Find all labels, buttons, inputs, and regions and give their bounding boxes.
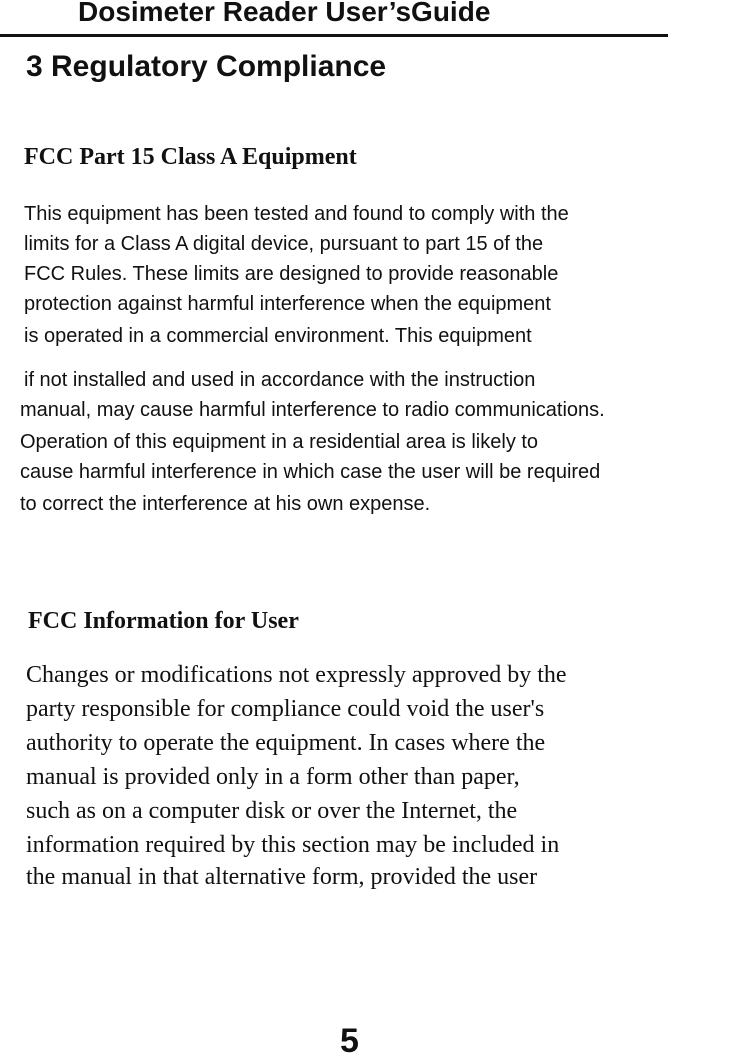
fcc-class-a-line: protection against harmful interference when the equipment [24,293,551,315]
fcc-class-a-line: is operated in a commercial environment. This equipment [24,325,532,347]
fcc-user-info-line: authority to operate the equipment. In cases where the [26,730,546,756]
fcc-class-a-line: manual, may cause harmful interference to radio communications. [20,399,605,421]
fcc-user-info-line: such as on a computer disk or over the Internet, the [26,798,518,824]
fcc-user-info-line: manual is provided only in a form other than paper, [26,764,520,790]
fcc-user-info-line: the manual in that alternative form, provided the user [26,864,538,890]
fcc-user-info-line: information required by this section may be included in [26,832,560,858]
fcc-class-a-line: to correct the interference at his own expense. [20,493,431,515]
section-title: 3 Regulatory Compliance [26,50,387,83]
fcc-user-info-heading: FCC Information for User [28,608,299,634]
fcc-class-a-line: Operation of this equipment in a residential area is likely to [20,431,539,453]
fcc-user-info-line: party responsible for compliance could void the user's [26,696,545,722]
page-number: 5 [340,1022,359,1060]
fcc-class-a-line: limits for a Class A digital device, pursuant to part 15 of the [24,233,544,255]
page-header [0,0,668,37]
document-title: Dosimeter Reader User’sGuide [78,0,491,27]
fcc-class-a-line: This equipment has been tested and found to comply with the [24,203,569,225]
fcc-class-a-line: cause harmful interference in which case the user will be required [20,461,601,483]
fcc-class-a-line: FCC Rules. These limits are designed to provide reasonable [24,263,559,285]
fcc-class-a-line: if not installed and used in accordance with the instruction [24,369,536,391]
fcc-class-a-heading: FCC Part 15 Class A Equipment [24,144,357,170]
fcc-user-info-line: Changes or modifications not expressly approved by the [26,662,567,688]
